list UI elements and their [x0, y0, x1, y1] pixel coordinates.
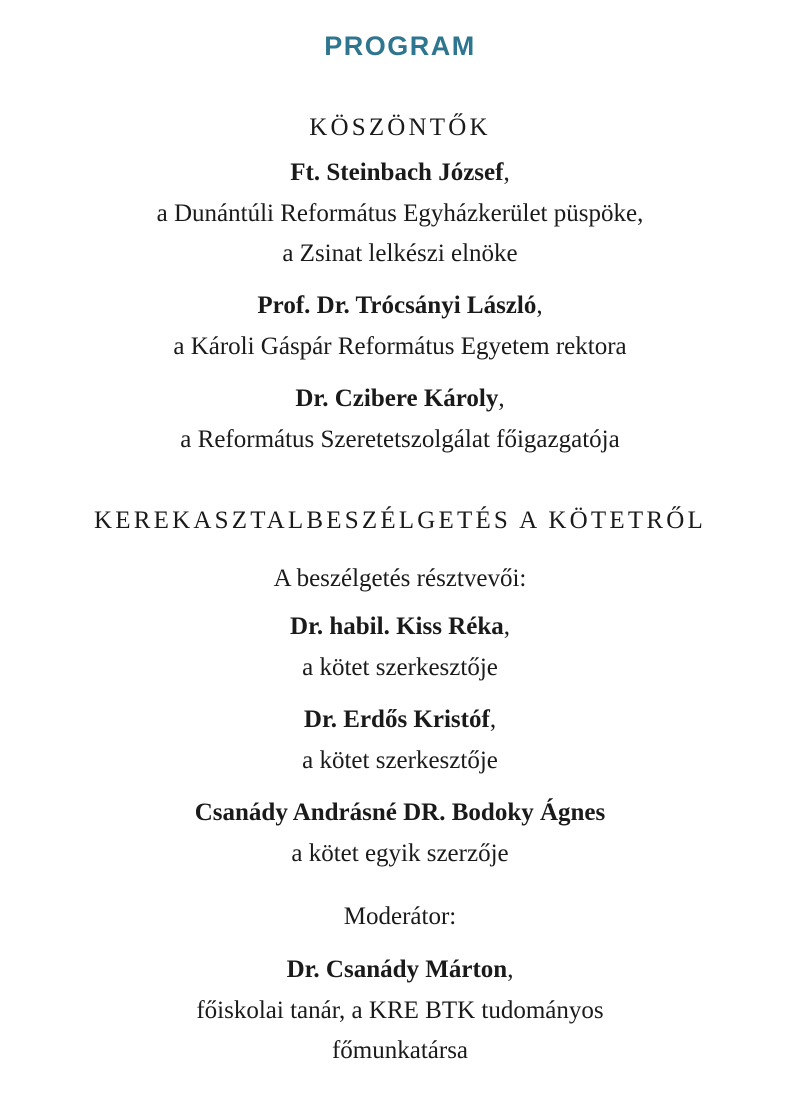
speaker-role: a Református Szeretetszolgálat főigazgatója [180, 426, 620, 453]
participant-name-line [0, 706, 800, 734]
participant-role: a kötet szerkesztője [302, 654, 498, 681]
speaker-role: a Zsinat lelkészi elnöke [282, 240, 518, 267]
participant-name: Dr. habil. Kiss Réka [290, 613, 504, 640]
participant-name-line [0, 799, 800, 827]
name-comma: , [498, 385, 505, 412]
name-comma: , [503, 159, 510, 186]
speaker-role: a Dunántúli Református Egyházkerület püspöke, [156, 200, 644, 227]
participant-role: a kötet egyik szerzője [291, 840, 509, 867]
name-comma: , [489, 706, 497, 733]
moderator-role: főmunkatársa [331, 1037, 469, 1064]
participant-name: Dr. Erdős Kristóf [303, 706, 490, 733]
moderator-name: Dr. Csanády Márton [286, 956, 508, 983]
greetings-heading: KÖSZÖNTŐK [309, 114, 491, 141]
moderator-role: főiskolai tanár, a KRE BTK tudományos [196, 997, 604, 1024]
name-comma: , [507, 956, 514, 983]
speaker-role: a Károli Gáspár Református Egyetem rektora [173, 333, 627, 360]
speaker-name-line [0, 159, 800, 187]
roundtable-heading: KEREKASZTALBESZÉLGETÉS A KÖTETRŐL [94, 507, 706, 534]
participant-name-line [0, 613, 800, 641]
speaker-name: Dr. Czibere Károly [295, 385, 499, 412]
name-comma: , [503, 613, 510, 640]
participant-role: a kötet szerkesztője [302, 747, 498, 774]
participants-label: A beszélgetés résztvevői: [273, 565, 527, 592]
participant-name: Csanády Andrásné DR. Bodoky Ágnes [194, 799, 606, 826]
page-title: PROGRAM [324, 31, 476, 61]
moderator-name-line [0, 956, 800, 984]
speaker-name: Ft. Steinbach József [290, 159, 504, 186]
name-comma: , [536, 292, 543, 319]
speaker-name-line [0, 292, 800, 320]
speaker-name: Prof. Dr. Trócsányi László [257, 292, 537, 319]
speaker-name-line [0, 385, 800, 413]
moderator-label: Moderátor: [343, 903, 457, 930]
